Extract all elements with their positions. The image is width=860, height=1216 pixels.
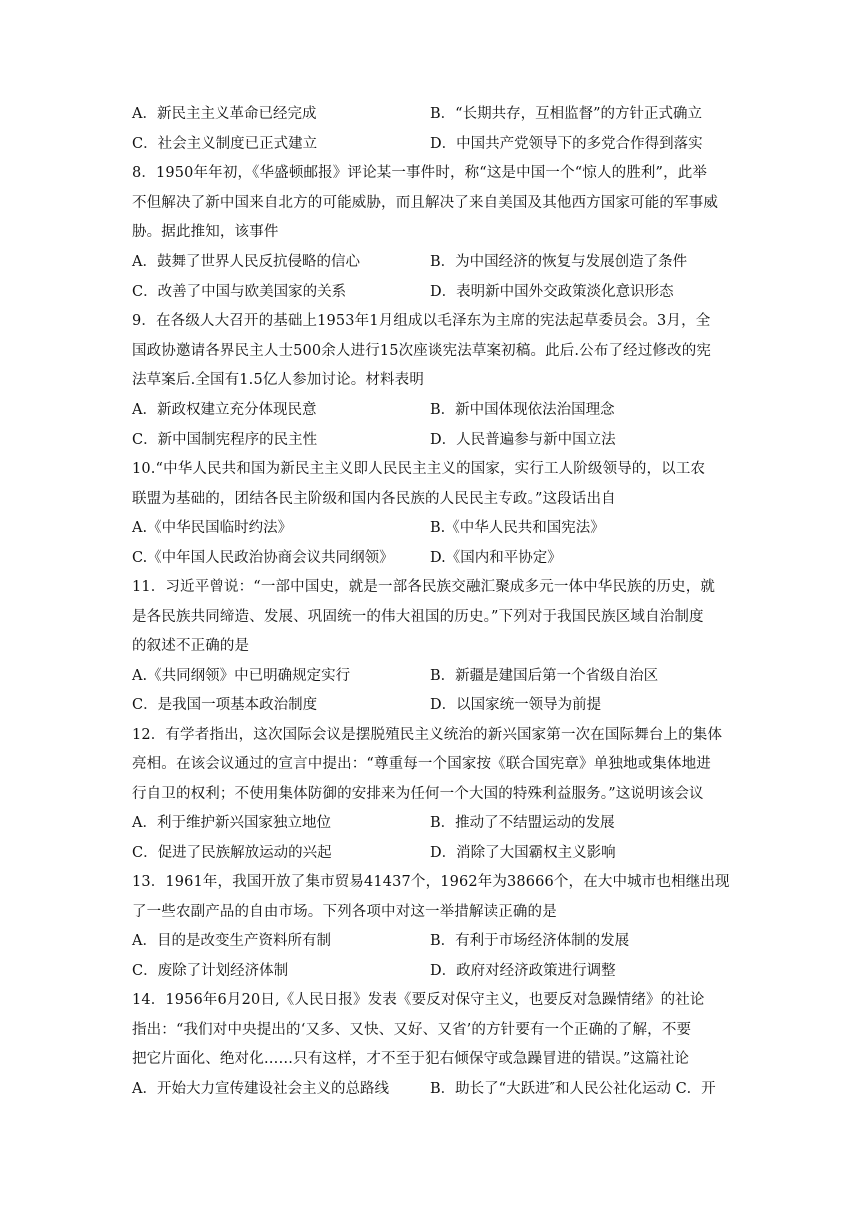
q9-stem-line-1: 9．在各级人大召开的基础上1953年1月组成以毛泽东为主席的宪法起草委员会。3月，全 <box>132 313 711 329</box>
q14-stem-line-1: 14．1956年6月20日,《人民日报》发表《要反对保守主义，也要反对急躁情绪》的社论 <box>132 992 705 1008</box>
q13-stem-line-1: 13．1961年，我国开放了集市贸易41437个，1962年为38666个，在大中城市也相继出现 <box>132 874 730 890</box>
q11-option-d: D．以国家统一领导为前提 <box>430 697 602 713</box>
q10-stem-line-1: 10.“中华人民共和国为新民主主义即人民民主主义的国家，实行工人阶级领导的，以工农 <box>132 461 706 477</box>
q8-option-a: A．鼓舞了世界人民反抗侵略的信心 <box>132 254 360 270</box>
q11-option-c: C．是我国一项基本政治制度 <box>132 697 318 713</box>
q14-option-a: A．开始大力宣传建设社会主义的总路线 <box>132 1081 389 1097</box>
q10-option-b: B.《中华人民共和国宪法》 <box>430 520 605 536</box>
q11-stem-line-2: 是各民族共同缔造、发展、巩固统一的伟大祖国的历史。”下列对于我国民族区域自治制度 <box>132 609 704 625</box>
q12-option-c: C．促进了民族解放运动的兴起 <box>132 845 332 861</box>
q13-option-b: B．有利于市场经济体制的发展 <box>430 933 630 949</box>
q13-option-c: C．废除了计划经济体制 <box>132 963 289 979</box>
q9-option-c: C．新中国制宪程序的民主性 <box>132 432 318 448</box>
q8-stem-line-3: 胁。据此推知，该事件 <box>132 224 279 240</box>
q10-option-d: D.《国内和平协定》 <box>430 550 562 566</box>
q13-option-d: D．政府对经济政策进行调整 <box>430 963 616 979</box>
q14-option-b: B．助长了“大跃进″和人民公社化运动 C．开 <box>430 1081 716 1097</box>
q10-option-c: C.《中年国人民政治协商会议共同纲领》 <box>132 550 394 566</box>
q12-option-b: B．推动了不结盟运动的发展 <box>430 815 615 831</box>
q7-option-d: D．中国共产党领导下的多党合作得到落实 <box>430 136 703 152</box>
q13-option-a: A．目的是改变生产资料所有制 <box>132 933 331 949</box>
q11-stem-line-3: 的叙述不正确的是 <box>132 638 250 654</box>
q12-stem-line-2: 亮相。在该会议通过的宣言中提出：“尊重每一个国家按《联合国宪章》单独地或集体地进 <box>132 756 711 772</box>
q11-stem-line-1: 11．习近平曾说：“一部中国史，就是一部各民族交融汇聚成多元一体中华民族的历史，就 <box>132 579 716 595</box>
q9-option-a: A．新政权建立充分体现民意 <box>132 402 317 418</box>
q12-option-a: A．利于维护新兴国家独立地位 <box>132 815 331 831</box>
q11-option-a: A.《共同纲领》中已明确规定实行 <box>132 668 351 684</box>
q8-stem-line-1: 8．1950年年初，《华盛顿邮报》评论某一事件时，称“这是中国一个“惊人的胜利”，此举 <box>132 165 708 181</box>
q8-stem-line-2: 不但解决了新中国来自北方的可能威胁，而且解决了来自美国及其他西方国家可能的军事威 <box>132 195 718 211</box>
q8-option-c: C．改善了中国与欧美国家的关系 <box>132 284 347 300</box>
q10-stem-line-2: 联盟为基础的，团结各民主阶级和国内各民族的人民民主专政。”这段话出自 <box>132 491 616 507</box>
q10-option-a: A.《中华民国临时约法》 <box>132 520 293 536</box>
q9-stem-line-3: 法草案后.全国有1.5亿人参加讨论。材料表明 <box>132 372 424 388</box>
q13-stem-line-2: 了一些农副产品的自由市场。下列各项中对这一举措解读正确的是 <box>132 904 557 920</box>
q14-stem-line-3: 把它片面化、绝对化……只有这样，才不至于犯右倾保守或急躁冒进的错误。”这篇社论 <box>132 1051 690 1067</box>
q7-option-b: B．“长期共存，互相监督”的方针正式确立 <box>430 106 702 122</box>
q9-option-b: B．新中国体现依法治国理念 <box>430 402 615 418</box>
q8-option-d: D．表明新中国外交政策淡化意识形态 <box>430 284 674 300</box>
q11-option-b: B．新疆是建国后第一个省级自治区 <box>430 668 659 684</box>
q8-option-b: B．为中国经济的恢复与发展创造了条件 <box>430 254 688 270</box>
q7-option-c: C．社会主义制度已正式建立 <box>132 136 318 152</box>
q9-stem-line-2: 国政协邀请各界民主人士500余人进行15次座谈宪法草案初稿。此后.公布了经过修改的宪 <box>132 343 712 359</box>
q12-stem-line-3: 行自卫的权利；不使用集体防御的安排来为任何一个大国的特殊利益服务。”这说明该会议 <box>132 786 704 802</box>
q9-option-d: D．人民普遍参与新中国立法 <box>430 432 616 448</box>
q14-stem-line-2: 指出：“我们对中央提出的‘又多、又快、又好、又省’的方针要有一个正确的了解，不要 <box>132 1022 692 1038</box>
q12-option-d: D．消除了大国霸权主义影响 <box>430 845 616 861</box>
q7-option-a: A．新民主主义革命已经完成 <box>132 106 317 122</box>
q12-stem-line-1: 12．有学者指出，这次国际会议是摆脱殖民主义统治的新兴国家第一次在国际舞台上的集体 <box>132 727 723 743</box>
